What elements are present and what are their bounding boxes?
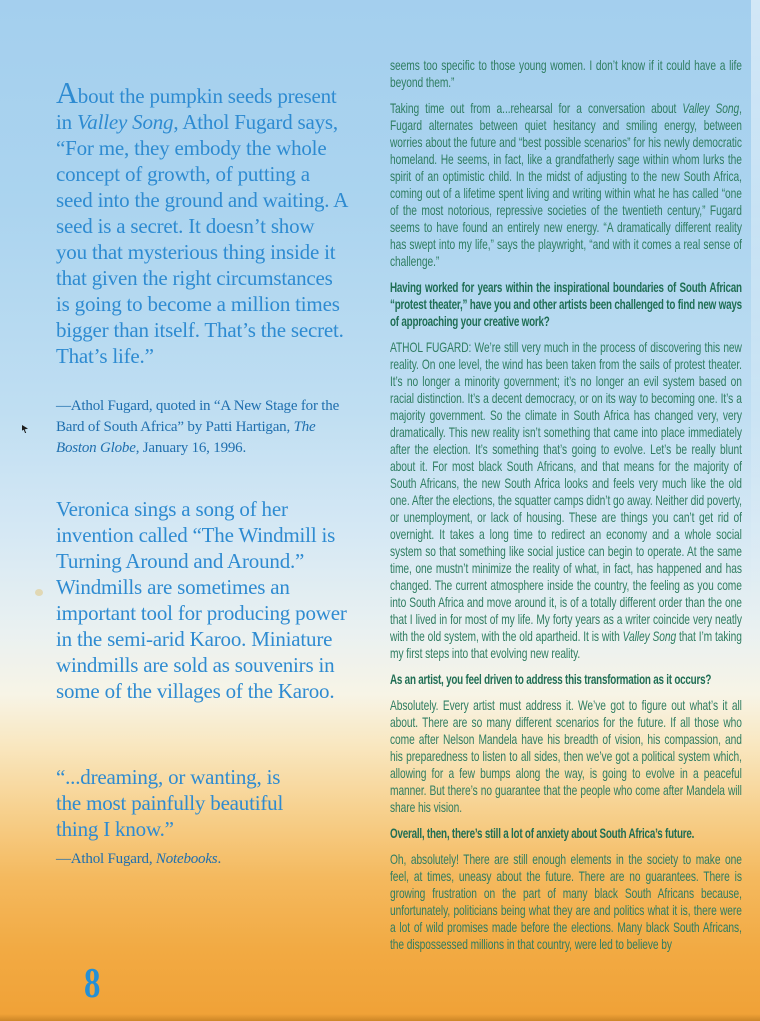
quote-attribution-boston-globe: —Athol Fugard, quoted in “A New Stage for the Bard of South Africa” by Patti Hartigan, The Boston Globe, January 16, 1996. xyxy=(56,398,340,456)
interview-question: Having worked for years within the inspirational boundaries of South African “protest theater,” have you and other artists been challenged to find new ways of approaching your creative work? xyxy=(390,280,742,329)
interview-question: As an artist, you feel driven to address this transformation as it occurs? xyxy=(390,672,712,687)
pull-quote-dreaming: “...dreaming, or wanting, is the most painfully beautiful thing I know.” xyxy=(56,765,284,841)
interview-answer: seems too specific to those young women. I don’t know if it could have a life beyond them.” xyxy=(390,57,742,90)
interview-answer: Oh, absolutely! There are still enough elements in the society to make one feel, at times, uneasy about the future. There are no guarantees. There is growing frustration on the part of many black South Africans because, unfortunately, politicians being what they are and politics what it is, there were a lot of wild promises made before the elections. Many black South Africans, the dispossessed millions in that country, were led to believe by xyxy=(390,851,742,952)
pull-quote-windmill-note: Veronica sings a song of her invention called “The Windmill is Turning Around and Around.” Windmills are sometimes an important tool for producing power in the semi-arid Karoo. Miniature windmills are sold as souvenirs in some of the villages of the Karoo. xyxy=(56,497,347,703)
interview-text-column xyxy=(390,57,742,962)
scan-speck xyxy=(22,425,28,433)
interview-answer: ATHOL FUGARD: We’re still very much in the process of discovering this new reality. On one level, the wind has been taken from the sails of protest theater. It’s no longer a minority government; it’s no longer an evil system based on racial distinction. It’s a decent democracy, or on its way to becoming one. It’s a majority government. So the climate in South Africa has changed very, very dramatically. This new reality isn’t something that came into place immediately after the election. It’s something that’s going to evolve. Let’s be really blunt about it. For most black South Africans, and that means for the majority of South Africans, the new South Africa looks and feels very much like the old one. After the elections, the squatter camps didn’t go away. Neither did poverty, or unemployment, or lack of housing. These are things you can’t get rid of overnight. It takes a long time to redirect an economy and a whole social system so that something like social justice can begin to operate. At the same time, one mustn’t minimize the reality of what, in fact, has happened and has changed. The current atmosphere inside the country, the feeling as you come into South Africa and move around it, is of a totally different order than the one that I lived in for most of my life. My forty years as a writer coincide very neatly with the old system, with the old apartheid. It is with Valley Song that I’m taking my first steps into that evolving new reality. xyxy=(390,339,742,661)
paper-fleck xyxy=(35,589,43,596)
scan-edge-highlight xyxy=(751,0,760,633)
page-number: 8 xyxy=(84,961,101,1007)
quote-attribution-notebooks: —Athol Fugard, Notebooks. xyxy=(56,851,222,867)
pull-quote-pumpkin-seeds: About the pumpkin seeds present in Valley Song, Athol Fugard says, “For me, they embody the whole concept of growth, of putting a seed into the ground and waiting. A seed is a secret. It doesn’t show you that mysterious thing inside it that given the right circumstances is going to become a million times bigger than itself. That’s the secret. That’s life.” xyxy=(56,76,348,368)
interview-answer: Taking time out from a...rehearsal for a conversation about Valley Song, Fugard alternates between quiet hesitancy and smiling energy, between worries about the future and “best possible scenarios” for his newly democratic homeland. He seems, in fact, like a grandfatherly sage within whom lurks the spirit of an optimistic child. In the midst of adjusting to the new South Africa, coming out of a lifetime spent living and writing within what he has called “one of the most notorious, repressive societies of the twentieth century,” Fugard seems to have found an entirely new energy. “A dramatically different reality has swept into my life,” says the playwright, “and with it comes a real sense of challenge.” xyxy=(390,100,742,269)
interview-question: Overall, then, there’s still a lot of anxiety about South Africa’s future. xyxy=(390,826,695,841)
interview-answer: Absolutely. Every artist must address it. We’ve got to figure out what’s it all about. There are so many different scenarios for the future. If all those who come after Nelson Mandela have his breadth of vision, his compassion, and his preparedness to listen to all sides, then we’ve got a political system which, allowing for a few bumps along the way, is going to evolve in a peaceful manner. But there’s no guarantee that the people who come after Mandela will share his vision. xyxy=(390,697,742,815)
scan-edge-shadow xyxy=(0,1014,760,1021)
